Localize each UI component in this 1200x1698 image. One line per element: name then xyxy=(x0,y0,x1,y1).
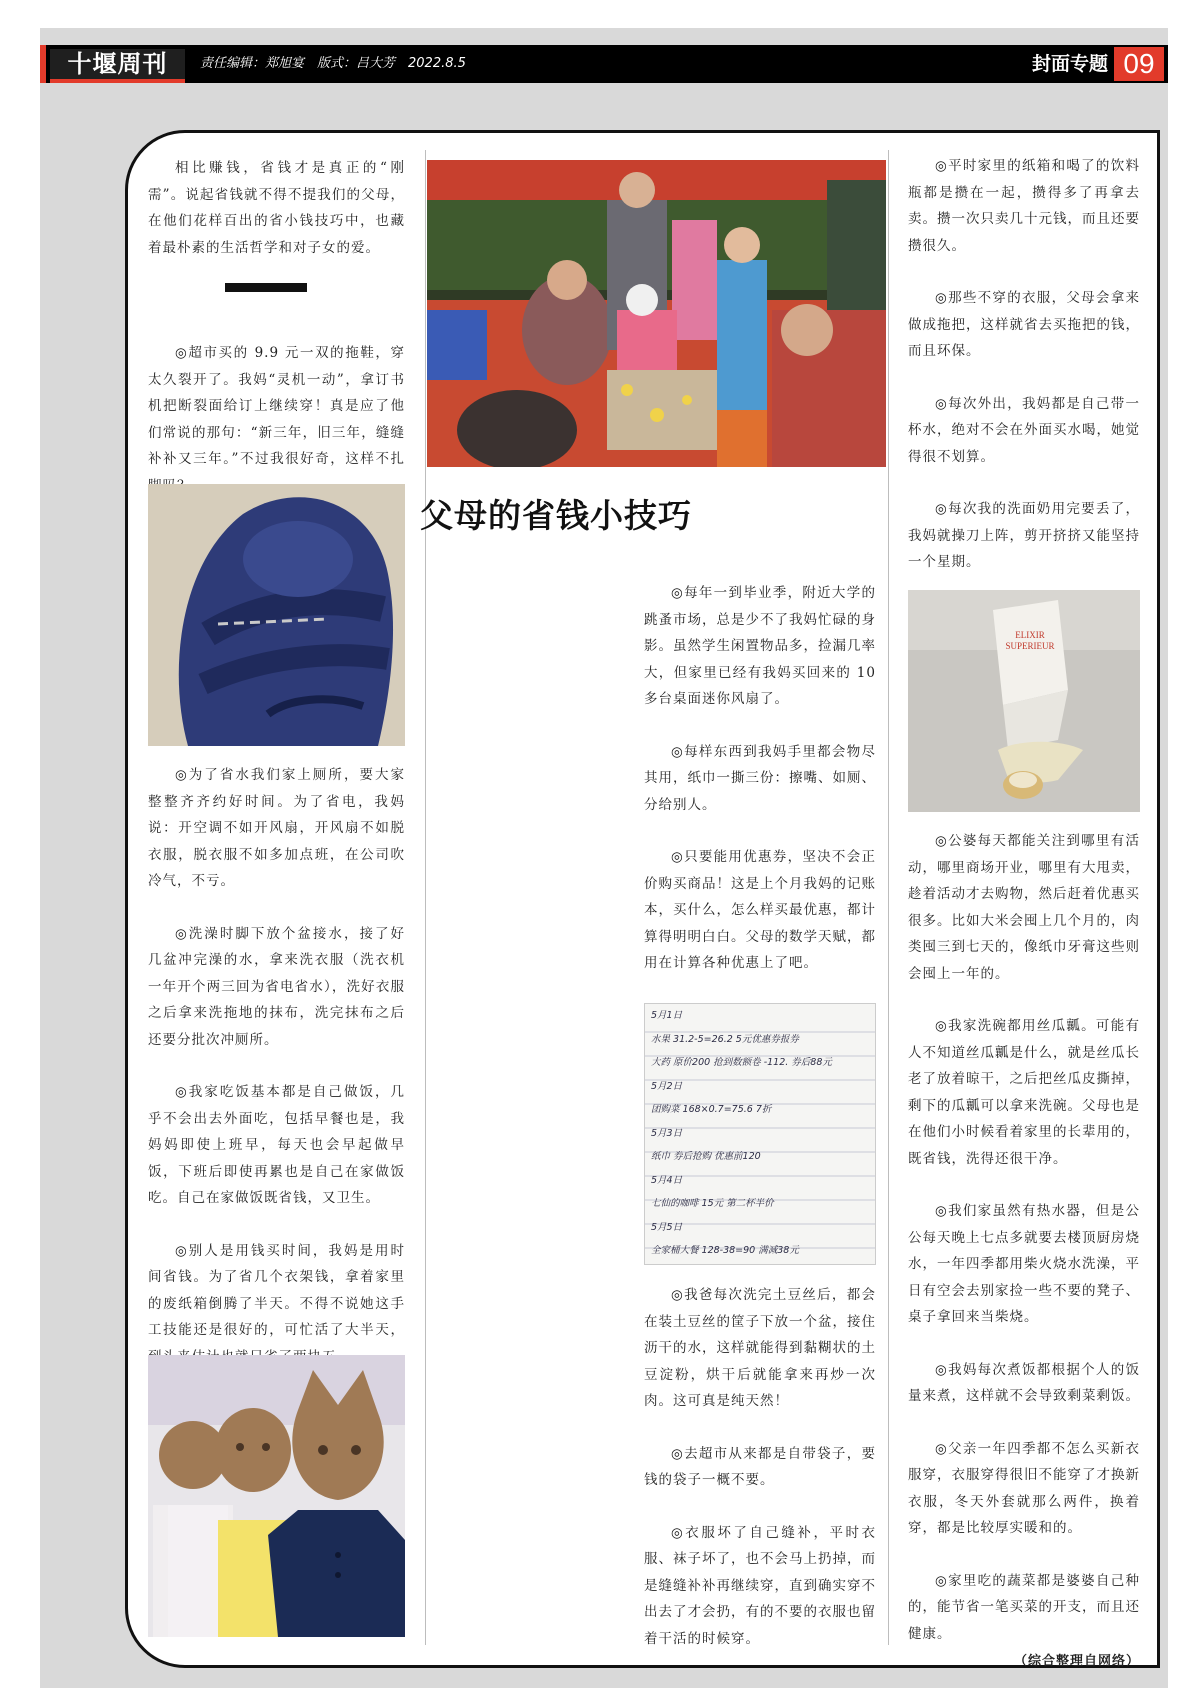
paragraph: ◎每次外出，我妈都是自己带一杯水，绝对不会在外面买水喝，她觉得很不划算。 xyxy=(908,395,1140,465)
paragraph: ◎我爸每次洗完土豆丝后，都会在装土豆丝的筐子下放一个盆，接住沥干的水，这样就能得到黏糊状的土豆淀粉，烘干后就能拿来再炒一次肉。这可真是纯天然！ xyxy=(644,1287,876,1409)
paragraph: ◎每样东西到我妈手里都会物尽其用，纸巾一撕三份：擦嘴、如厕、分给别人。 xyxy=(644,743,876,813)
paragraph: ◎只要能用优惠券，坚决不会正价购买商品！这是上个月我妈的记账本，买什么，怎么样买最优惠，都计算得明明白白。父母的数学天赋，都用在计算各种优惠上了吧。 xyxy=(644,849,876,971)
ledger-line: 5月4日 xyxy=(651,1174,683,1186)
flea-market-photo xyxy=(427,160,886,467)
column-3-block-1 xyxy=(908,153,1140,602)
logo-underline xyxy=(50,79,185,83)
paragraph: ◎家里吃的蔬菜都是婆婆自己种的，能节省一笔买菜的开支，而且还健康。 xyxy=(908,1572,1140,1642)
column-2-block-1 xyxy=(644,580,876,1003)
column-divider xyxy=(425,150,426,1645)
facewash-brand-label: ELIXIR SUPERIEUR xyxy=(1005,630,1055,651)
column-1-block-2 xyxy=(148,762,405,1396)
ledger-line: 5月1日 xyxy=(651,1010,683,1021)
logo-accent xyxy=(40,45,46,83)
ledger-line: 5月5日 xyxy=(651,1221,683,1233)
publication-logo: 十堰周刊 xyxy=(50,49,185,79)
paragraph: ◎我家吃饭基本都是自己做饭，几乎不会出去外面吃，包括早餐也是，我妈妈即使上班早，每天也会早起做早饭，下班后即使再累也是自己在家做饭吃。自己在家做饭既省钱，又卫生。 xyxy=(148,1084,405,1206)
ledger-line: 5月3日 xyxy=(651,1127,683,1139)
ledger-line: 纸巾 券后抢购 优惠前120 xyxy=(651,1151,761,1162)
paragraph: ◎衣服坏了自己缝补，平时衣服、袜子坏了，也不会马上扔掉，而是缝缝补补再继续穿，直到确实穿不出去了才会扔，有的不要的衣服也留着干活的时候穿。 xyxy=(644,1524,876,1647)
paragraph: ◎为了省水我们家上厕所，要大家整整齐齐约好时间。为了省电，我妈说：开空调不如开风扇，开风扇不如脱衣服，脱衣服不如多加点班，在公司吹冷气，不亏。 xyxy=(148,767,405,889)
paragraph: ◎那些不穿的衣服，父母会拿来做成拖把，这样就省去买拖把的钱，而且环保。 xyxy=(908,290,1140,359)
page-number: 09 xyxy=(1114,47,1164,81)
paragraph: ◎每次我的洗面奶用完要丢了，我妈就操刀上阵，剪开挤挤又能坚持一个星期。 xyxy=(908,501,1140,570)
stapled-slipper-photo xyxy=(148,484,405,746)
intro-paragraph: 相比赚钱，省钱才是真正的“刚需”。说起省钱就不得不提我们的父母，在他们花样百出的省小钱技巧中，也藏着最朴素的生活哲学和对子女的爱。 xyxy=(148,160,405,256)
paragraph: ◎父亲一年四季都不怎么买新衣服穿，衣服穿得很旧不能穿了才换新衣服，冬天外套就那么两件，换着穿，都是比较厚实暖和的。 xyxy=(908,1440,1140,1536)
intro-column xyxy=(148,155,405,292)
paragraph: ◎每年一到毕业季，附近大学的跳蚤市场，总是少不了我妈忙碌的身影。虽然学生闲置物品多，捡漏几率大，但家里已经有我妈买回来的 10 多台桌面迷你风扇了。 xyxy=(644,585,876,707)
article-title: 父母的省钱小技巧 xyxy=(420,496,692,535)
ledger-line: 全家桶大餐 128-38=90 满减38元 xyxy=(651,1245,799,1256)
section-title: 封面专题 xyxy=(1031,53,1108,75)
ledger-line: 七仙的咖啡 15元 第二杯半价 xyxy=(651,1198,774,1209)
ledger-line: 水果 31.2-5=26.2 5元优惠券报券 xyxy=(651,1033,799,1045)
paragraph: ◎洗澡时脚下放个盆接水，接了好几盆冲完澡的水，拿来洗衣服（洗衣机一年开个两三回为省电省水），洗好衣服之后拿来洗拖地的抹布，洗完抹布之后还要分批次冲厕所。 xyxy=(148,925,405,1048)
source-credit: （综合整理自网络） xyxy=(1013,1654,1140,1669)
editor-credits: 责任编辑：郑旭宴 版式：吕大芳 2022.8.5 xyxy=(200,56,466,71)
paragraph: ◎我家洗碗都用丝瓜瓤。可能有人不知道丝瓜瓤是什么，就是丝瓜长老了放着晾干，之后把丝瓜皮撕掉，剩下的瓜瓤可以拿来洗碗。父母也是在他们小时候看着家里的长辈用的，既省钱，洗得还很干净。 xyxy=(908,1018,1140,1167)
paragraph: ◎去超市从来都是自带袋子，要钱的袋子一概不要。 xyxy=(644,1445,876,1488)
column-divider xyxy=(888,150,889,1645)
column-3-block-2 xyxy=(908,828,1140,1676)
paragraph: ◎别人是用钱买时间，我妈是用时间省钱。为了省几个衣架钱，拿着家里的废纸箱倒腾了半天。不得不说她这手工技能还是很好的，可忙活了大半天， xyxy=(148,1242,405,1338)
paragraph: ◎超市买的 9.9 元一双的拖鞋，穿太久裂开了。我妈“灵机一动”，拿订书机把断裂面给订上继续穿！真是应了他们常说的那句：“新三年，旧三年，缝缝补补又三年。”不过我很好奇，这样不扎 xyxy=(148,345,405,467)
ledger-line: 5月2日 xyxy=(651,1080,683,1092)
column-2-block-2 xyxy=(644,1282,876,1678)
cardboard-hanger-photo xyxy=(148,1355,405,1637)
ledger-notebook-photo xyxy=(644,1003,876,1265)
masthead-bar xyxy=(40,45,1168,83)
paragraph: ◎我们家虽然有热水器，但是公公每天晚上七点多就要去楼顶厨房烧水，一年四季都用柴火烧水洗澡，平日有空会去别家捡一些不要的凳子、桌子拿回来当柴烧。 xyxy=(908,1203,1140,1325)
separator-bar xyxy=(225,283,307,292)
ledger-line: 团购菜 168×0.7=75.6 7折 xyxy=(651,1104,772,1115)
paragraph: ◎我妈每次煮饭都根据个人的饭量来煮，这样就不会导致剩菜剩饭。 xyxy=(908,1361,1140,1404)
paragraph: ◎平时家里的纸箱和喝了的饮料瓶都是攒在一起，攒得多了再拿去卖。攒一次只卖几十元钱，而且还要攒很久。 xyxy=(908,158,1140,254)
cut-facewash-tube-photo xyxy=(908,590,1140,812)
ledger-line: 大药 原价200 抢到数额卷 -112. 券后88元 xyxy=(651,1057,832,1068)
ledger-handwriting xyxy=(651,1004,873,1263)
paragraph: ◎公婆每天都能关注到哪里有活动，哪里商场开业，哪里有大甩卖，趁着活动才去购物，然后赶着优惠买很多。比如大米会囤上几个月的，肉类囤三到七天的，像纸巾牙膏这些则会囤上一年的。 xyxy=(908,833,1140,982)
